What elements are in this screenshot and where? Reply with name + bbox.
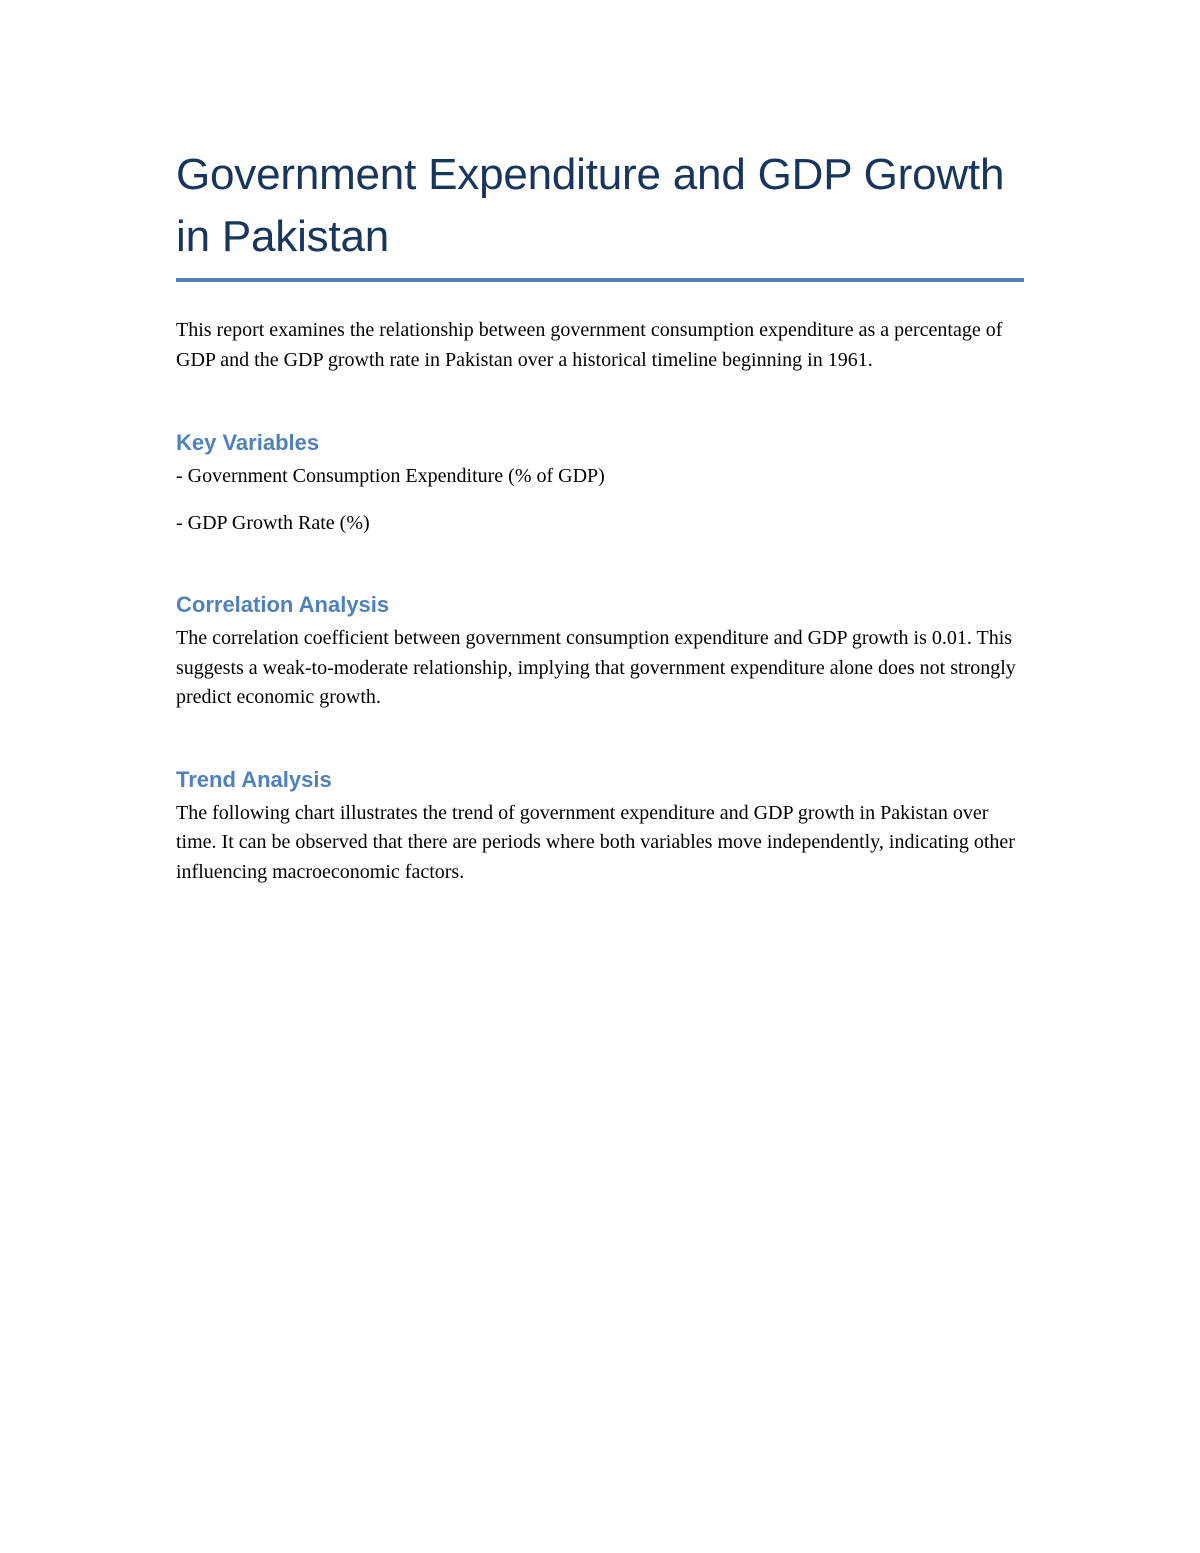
section-trend-analysis [176, 765, 1024, 888]
section-correlation-analysis [176, 590, 1024, 713]
document-content [176, 144, 1024, 887]
variable-item-gdp-growth: - GDP Growth Rate (%) [176, 512, 370, 534]
title-underline [176, 278, 1024, 282]
intro-paragraph: This report examines the relationship between government consumption expenditure as a percentage of GDP and the GDP growth rate in Pakistan over a historical timeline beginning in 1961. [176, 319, 1003, 371]
section-key-variables [176, 428, 1024, 538]
variable-item-gov-expenditure: - Government Consumption Expenditure (% of GDP) [176, 465, 605, 487]
section-heading-trend-analysis: Trend Analysis [176, 766, 332, 792]
trend-paragraph: The following chart illustrates the trend of government expenditure and GDP growth in Pakistan over time. It can be observed that there are periods where both variables move independently, indicating other influencing macroeconomic factors. [176, 801, 1015, 883]
section-heading-correlation-analysis: Correlation Analysis [176, 592, 390, 617]
document-title: Government Expenditure and GDP Growth in Pakistan [176, 150, 1005, 261]
correlation-paragraph: The correlation coefficient between government consumption expenditure and GDP growth is 0.01. This suggests a weak-to-moderate relationship, implying that government expenditure alone does not strongly predict economic growth. [176, 627, 1016, 708]
section-heading-key-variables: Key Variables [176, 430, 320, 455]
